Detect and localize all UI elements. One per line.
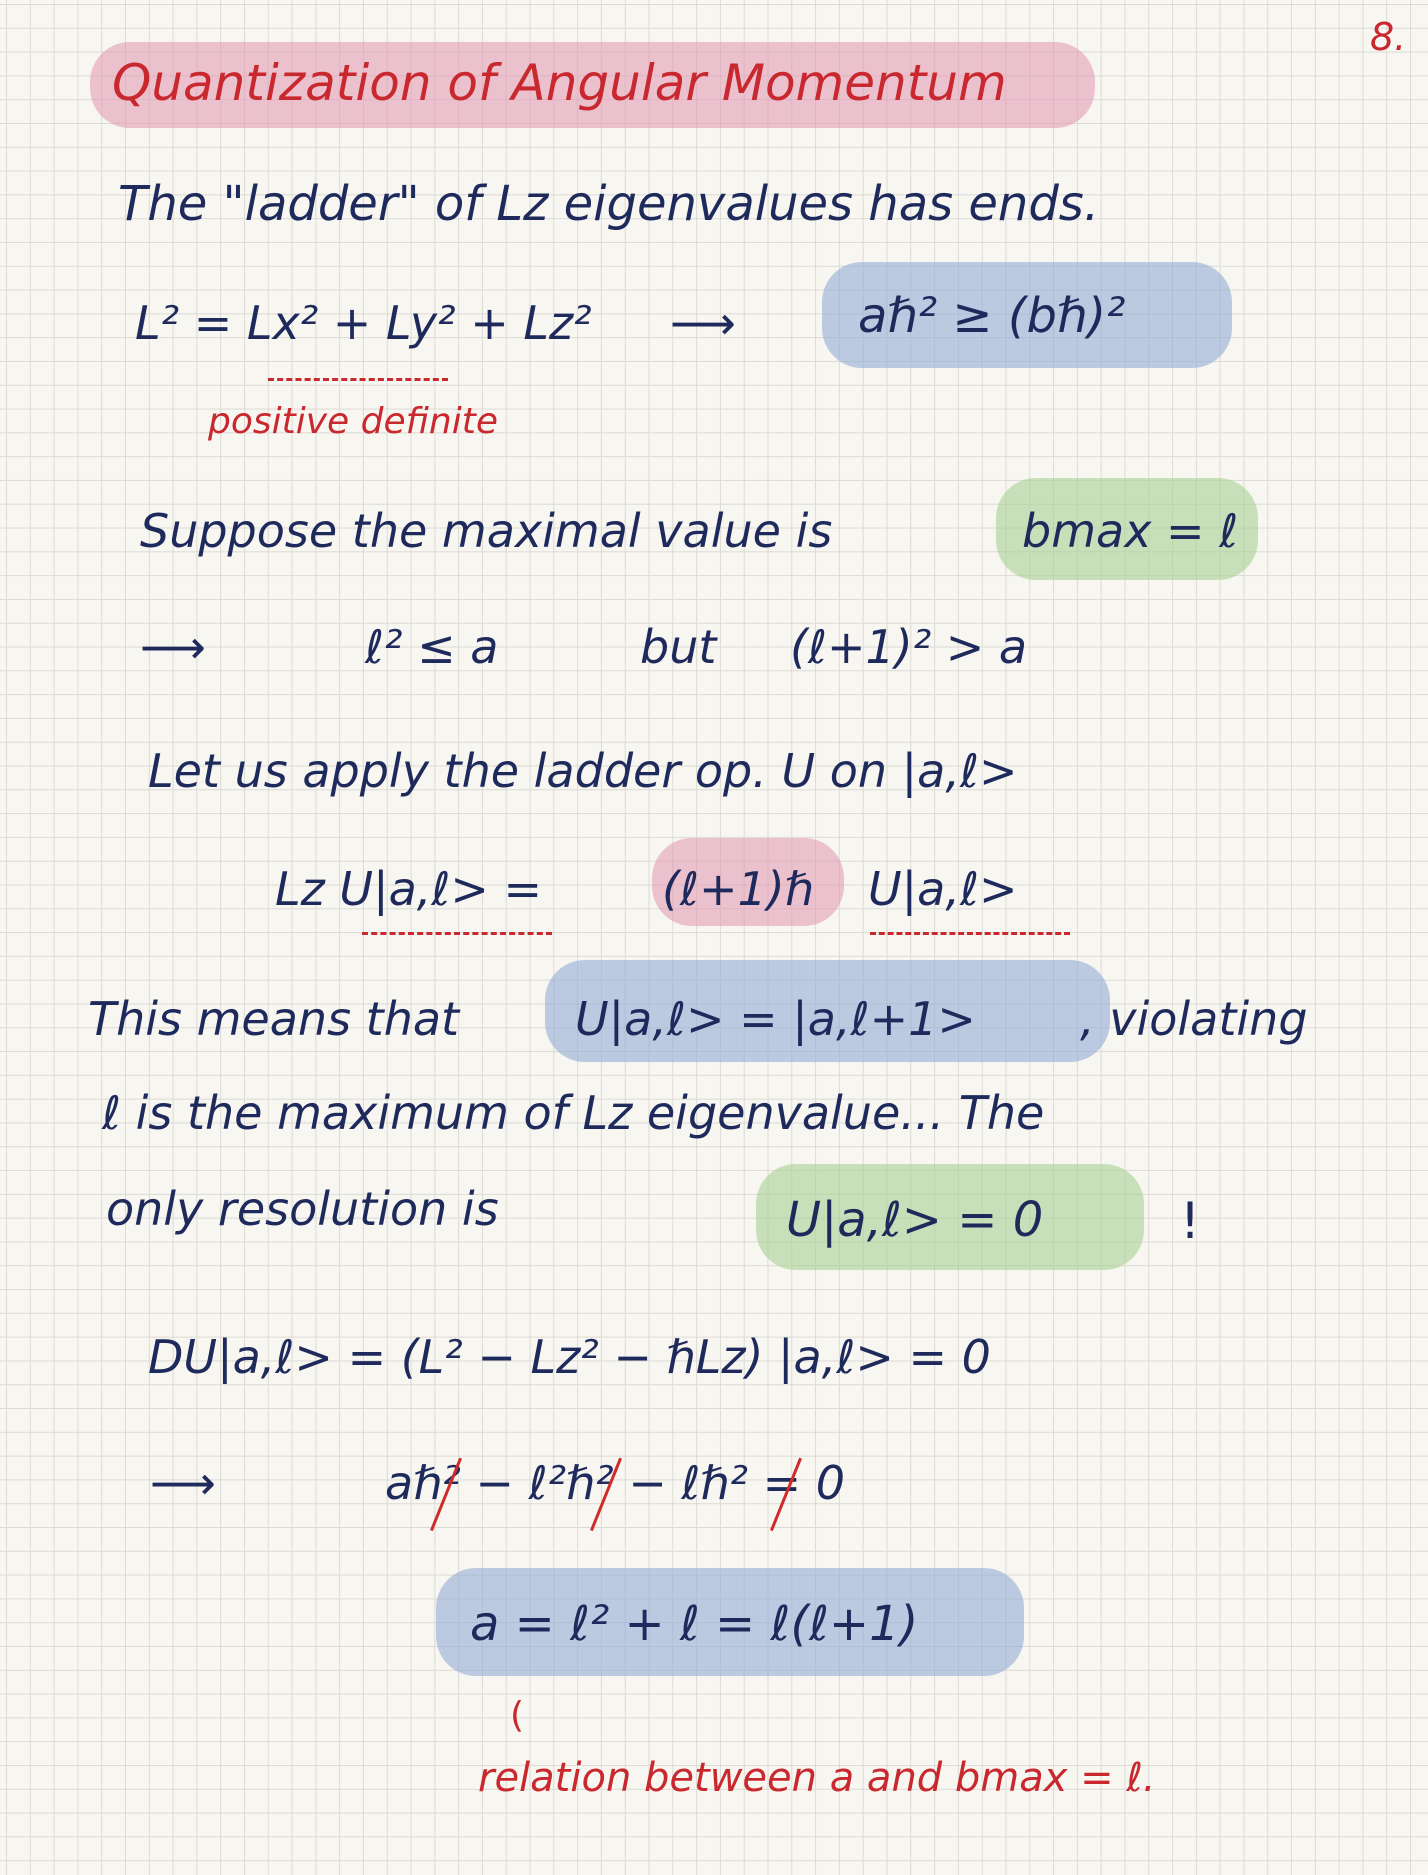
bmax-value: bmax = ℓ bbox=[1022, 504, 1239, 558]
resolution-eq: U|a,ℓ> = 0 bbox=[786, 1192, 1044, 1248]
suppose-line: Suppose the maximal value is bbox=[140, 504, 833, 558]
page-number: 8. bbox=[1370, 15, 1407, 59]
eigenvalue-expansion: aℏ² − ℓ²ℏ² − ℓℏ² = 0 bbox=[385, 1456, 846, 1510]
violating-text: , violating bbox=[1080, 992, 1308, 1046]
but-word: but bbox=[640, 620, 717, 674]
positive-definite-note: positive definite bbox=[208, 401, 498, 442]
underline-dash bbox=[362, 932, 552, 935]
result-eq: a = ℓ² + ℓ = ℓ(ℓ+1) bbox=[470, 1596, 919, 1652]
l-squared-bound: ℓ² ≤ a bbox=[365, 620, 499, 674]
ladder-op-line: Let us apply the ladder op. U on |a,ℓ> bbox=[148, 744, 1018, 798]
underline-dash bbox=[268, 378, 448, 381]
relation-note: relation between a and bmax = ℓ. bbox=[478, 1755, 1156, 1801]
pointer-mark-icon: ( bbox=[510, 1695, 525, 1736]
exclamation-mark: ! bbox=[1180, 1192, 1201, 1250]
inequality: aℏ² ≥ (bℏ)² bbox=[858, 288, 1126, 344]
l-squared-equation: L² = Lx² + Ly² + Lz² bbox=[135, 296, 592, 350]
lz-u-lhs: Lz U|a,ℓ> = bbox=[275, 862, 543, 916]
underline-dash bbox=[870, 932, 1070, 935]
arrow-icon: ⟶ bbox=[140, 620, 206, 674]
this-means-text: This means that bbox=[88, 992, 460, 1046]
resolution-text: only resolution is bbox=[106, 1182, 499, 1236]
arrow-icon: ⟶ bbox=[670, 296, 736, 350]
u-ket: U|a,ℓ> bbox=[868, 862, 1018, 916]
page-title: Quantization of Angular Momentum bbox=[112, 54, 1007, 112]
raised-state: U|a,ℓ> = |a,ℓ+1> bbox=[575, 992, 976, 1046]
l-plus-one-bound: (ℓ+1)² > a bbox=[790, 620, 1028, 674]
intro-line: The "ladder" of Lz eigenvalues has ends. bbox=[118, 176, 1100, 232]
du-equation: DU|a,ℓ> = (L² − Lz² − ℏLz) |a,ℓ> = 0 bbox=[148, 1330, 991, 1384]
maximum-line: ℓ is the maximum of Lz eigenvalue... The bbox=[102, 1086, 1045, 1140]
arrow-icon: ⟶ bbox=[150, 1456, 216, 1510]
eigenvalue: (ℓ+1)ℏ bbox=[662, 862, 814, 916]
